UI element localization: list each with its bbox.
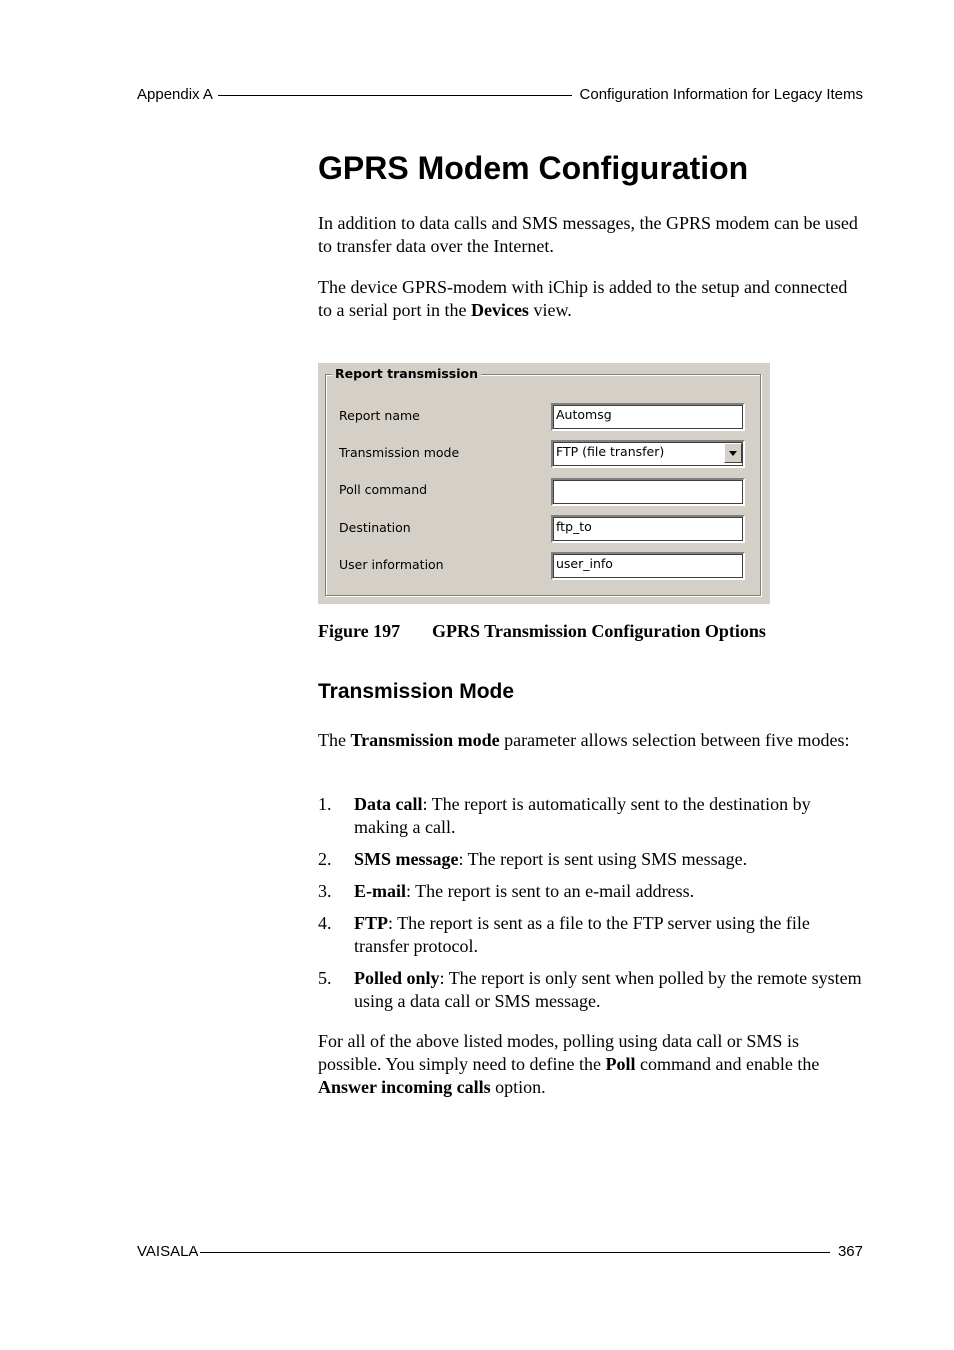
groupbox-title: Report transmission: [332, 366, 481, 381]
transmission-mode-label: Transmission mode: [339, 445, 460, 460]
report-name-input[interactable]: Automsg: [551, 403, 745, 431]
transmission-mode-select[interactable]: [551, 440, 745, 468]
section-title: Transmission Mode: [318, 680, 515, 703]
figure-caption: [318, 621, 766, 642]
destination-input[interactable]: ftp_to: [551, 515, 745, 543]
figure-number: Figure 197: [318, 621, 401, 641]
destination-label: Destination: [339, 520, 411, 535]
report-name-label: Report name: [339, 408, 420, 423]
header-rule: [218, 95, 572, 96]
footer-left: VAISALA: [137, 1243, 199, 1260]
dropdown-button[interactable]: [724, 443, 742, 463]
list-item: 4. FTP: The report is sent as a file to the FTP server using the file transfer protocol.: [318, 913, 810, 956]
modes-list: [318, 793, 863, 1022]
report-transmission-dialog: [318, 363, 770, 604]
page-header: [137, 86, 863, 103]
list-item: 2. SMS message: The report is sent using SMS message.: [318, 849, 748, 869]
poll-command-label: Poll command: [339, 482, 428, 497]
transmission-mode-value: FTP (file transfer): [556, 444, 665, 459]
chevron-down-icon: [729, 451, 737, 456]
user-information-label: User information: [339, 557, 444, 572]
poll-command-input[interactable]: [551, 478, 745, 506]
closing-paragraph: For all of the above listed modes, polling using data call or SMS is possible. You simply need to define the Poll command and enable the Answer incoming calls option.: [318, 1031, 820, 1097]
page-title: GPRS Modem Configuration: [318, 150, 749, 186]
intro-paragraph-2: The device GPRS-modem with iChip is added to the setup and connected to a serial port in the Devices view.: [318, 277, 848, 320]
header-left: Appendix A: [137, 86, 213, 103]
header-right: Configuration Information for Legacy Items: [579, 86, 863, 103]
user-information-input[interactable]: user_info: [551, 552, 745, 580]
page-number: 367: [837, 1243, 863, 1260]
footer-rule: [200, 1252, 830, 1253]
intro-paragraph-1: In addition to data calls and SMS messages, the GPRS modem can be used to transfer data over the Internet.: [318, 213, 858, 256]
list-item: 5. Polled only: The report is only sent when polled by the remote system using a data call or SMS message.: [318, 968, 862, 1011]
page-footer: [137, 1243, 863, 1260]
list-item: 3. E-mail: The report is sent to an e-mail address.: [318, 881, 695, 901]
section-paragraph: The Transmission mode parameter allows selection between five modes:: [318, 730, 850, 750]
list-item: 1. Data call: The report is automatically sent to the destination by making a call.: [318, 794, 811, 837]
figure-caption-text: GPRS Transmission Configuration Options: [432, 621, 766, 641]
